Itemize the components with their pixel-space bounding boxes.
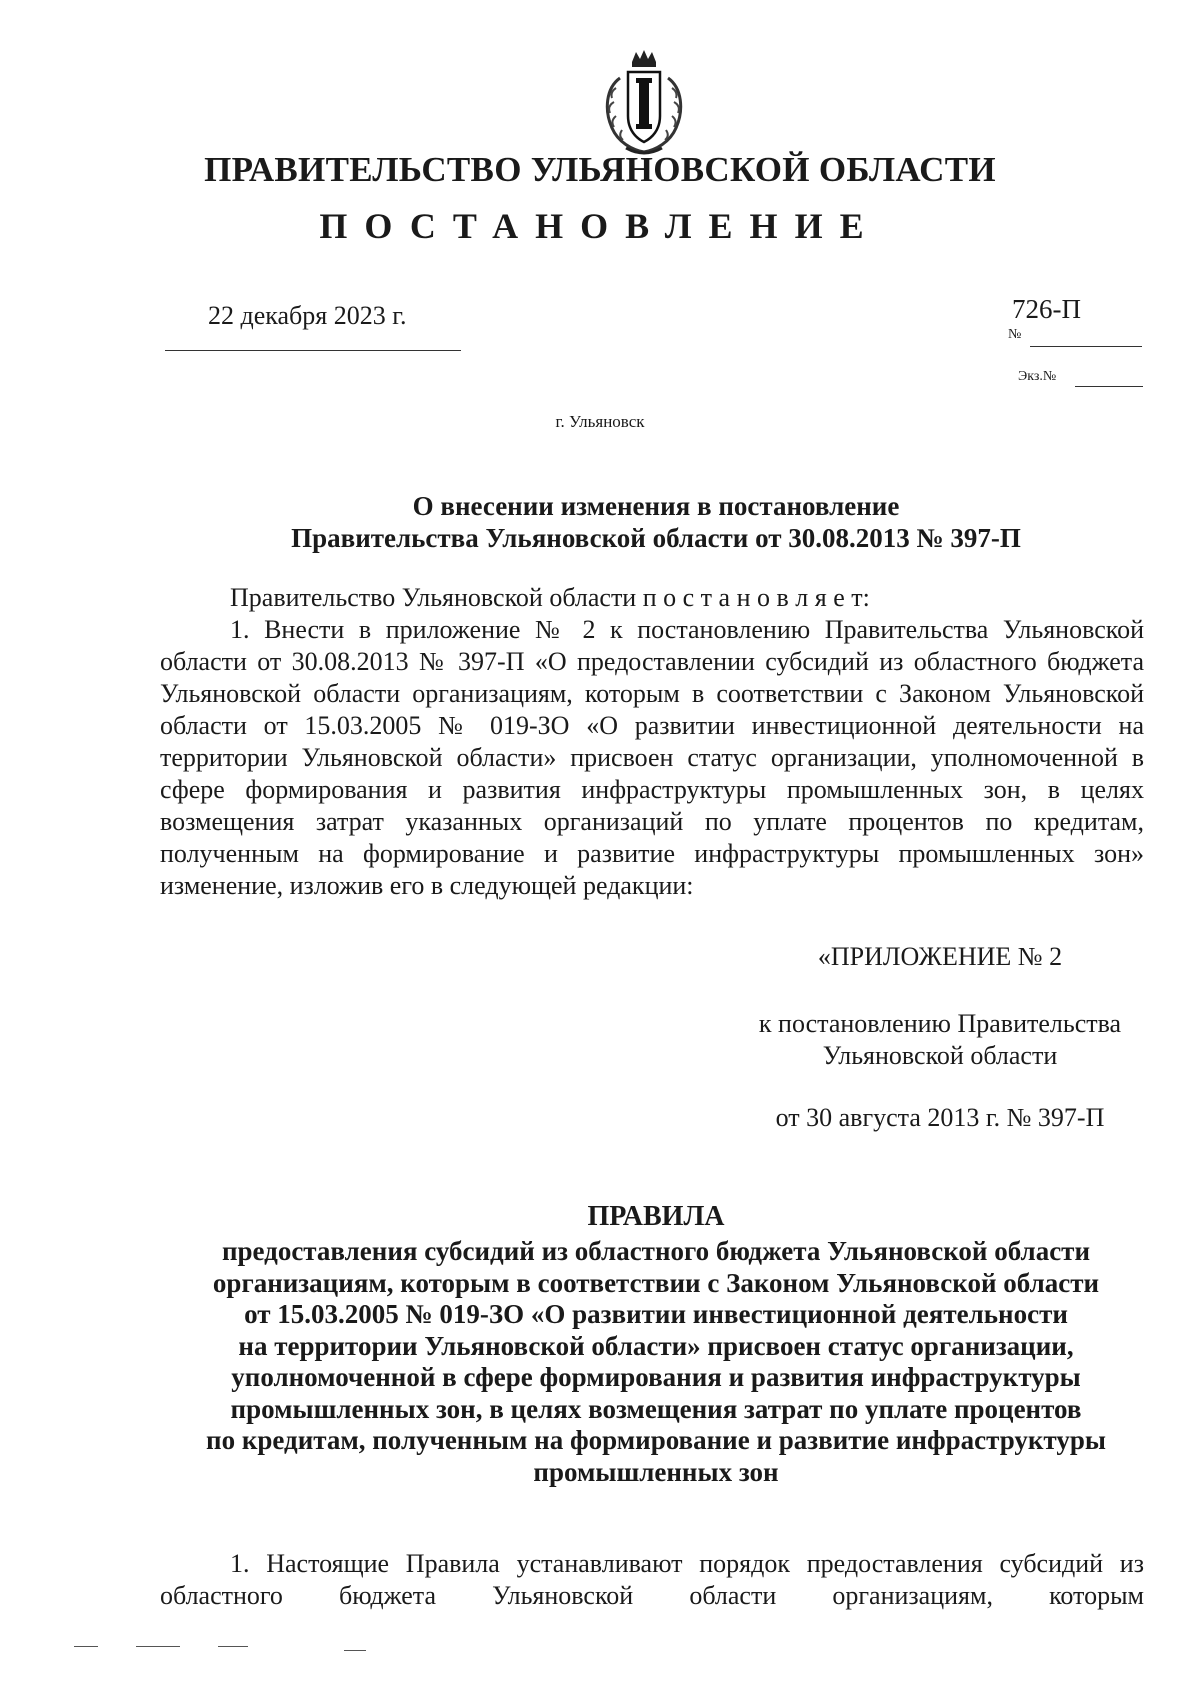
preamble: Правительство Ульяновской области п о с т а н о в л я е т: — [230, 583, 870, 612]
rules-subtitle-line: организациям, которым в соответствии с Законом Ульяновской области — [212, 1267, 1100, 1298]
scan-artifact — [74, 1646, 98, 1647]
subject-line: О внесении изменения в постановление — [412, 491, 900, 521]
date-underline — [165, 350, 461, 351]
scan-artifact — [344, 1650, 366, 1651]
rules-subtitle-line: предоставления субсидий из областного бюджета Ульяновской области — [221, 1236, 1091, 1266]
organization-title: ПРАВИТЕЛЬСТВО УЛЬЯНОВСКОЙ ОБЛАСТИ — [204, 150, 996, 189]
document-subject — [160, 490, 1152, 554]
annex-title: «ПРИЛОЖЕНИЕ № 2 — [817, 942, 1063, 971]
coat-of-arms-icon — [598, 48, 690, 160]
annex-reference-line: Ульяновской области — [822, 1041, 1058, 1070]
annex-reference-line: к постановлению Правительства — [758, 1009, 1122, 1038]
rules-paragraph-item-1: 1. Настоящие Правила устанавливают порядок предоставления субсидий из областного бюджета Ульяновской области организациям, которым — [160, 1549, 1144, 1610]
scan-artifact — [218, 1646, 248, 1647]
rules-subtitle — [160, 1236, 1152, 1488]
number-label: № — [1008, 327, 1022, 342]
city: г. Ульяновск — [555, 412, 645, 431]
rules-subtitle-line: промышленных зон, в целях возмещения затрат по уплате процентов — [230, 1393, 1082, 1424]
document-number: 726-П — [1012, 294, 1081, 324]
rules-subtitle-line: от 15.03.2005 № 019-ЗО «О развитии инвестиционной деятельности — [244, 1299, 1068, 1329]
number-underline — [1030, 346, 1142, 347]
rules-title: ПРАВИЛА — [587, 1201, 725, 1232]
rules-subtitle-line: на территории Ульяновской области» присвоен статус организации, — [238, 1330, 1074, 1361]
rules-subtitle-line: промышленных зон — [533, 1456, 779, 1487]
rules-subtitle-line: по кредитам, полученным на формирование и развитие инфраструктуры — [206, 1425, 1106, 1455]
document-date: 22 декабря 2023 г. — [208, 301, 407, 330]
copy-number-label: Экз.№ — [1018, 369, 1057, 384]
scan-artifact — [136, 1646, 180, 1647]
copy-number-underline — [1075, 386, 1143, 387]
annex-date: от 30 августа 2013 г. № 397-П — [775, 1103, 1105, 1132]
subject-line: Правительства Ульяновской области от 30.08.2013 № 397-П — [291, 523, 1021, 553]
document-type: ПОСТАНОВЛЕНИЕ — [319, 206, 881, 246]
paragraph-item-1: 1. Внести в приложение № 2 к постановлению Правительства Ульяновской области от 30.08.2013 № 397-П «О предоставлении субсидий из областного бюджета Ульяновской области организациям, которым в соответствии с Законом Ульяновской области от 15.03.2005 № 019-ЗО «О развитии инвестиционной деятельности на территории Ульяновской области» присвоен статус организации, уполномоченной в сфере формирования и развития инфраструктуры промышленных зон, в целях возмещения затрат указанных организаций по уплате процентов по кредитам, полученным на формирование и развитие инфраструктуры промышленных зон» изменение, изложив его в следующей редакции: — [160, 615, 1144, 900]
annex-reference — [720, 1008, 1160, 1072]
rules-subtitle-line: уполномоченной в сфере формирования и развития инфраструктуры — [231, 1362, 1081, 1392]
